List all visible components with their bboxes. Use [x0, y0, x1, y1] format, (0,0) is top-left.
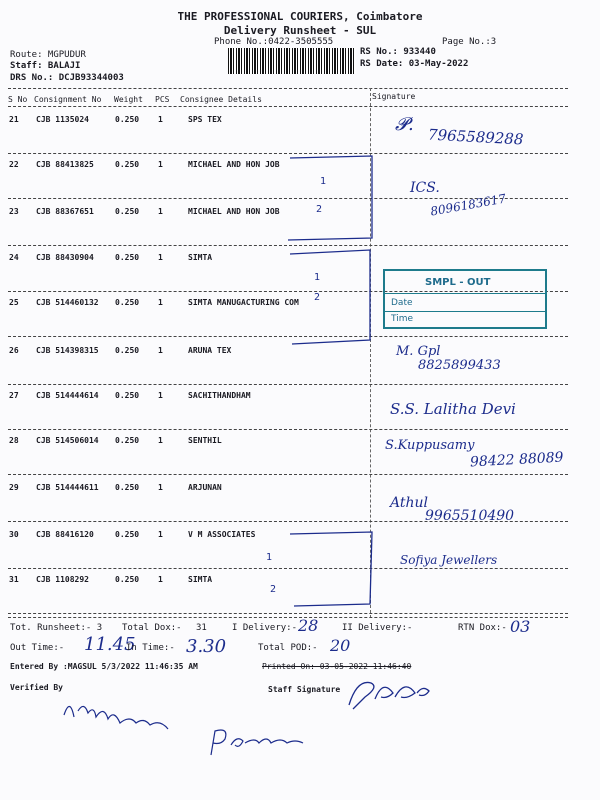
- row-sno: 23: [9, 207, 19, 216]
- row-pcs: 1: [158, 483, 163, 492]
- row-sno: 29: [9, 483, 19, 492]
- i-delivery-value: 28: [298, 616, 319, 635]
- signature-scribble: ICS.: [410, 180, 440, 196]
- signature-phone-23: 8096183617: [429, 191, 507, 219]
- row-sno: 26: [9, 346, 19, 355]
- divider: [8, 88, 568, 89]
- svg-text:1: 1: [320, 176, 327, 187]
- col-pcs: PCS: [155, 95, 170, 104]
- svg-text:2: 2: [270, 584, 277, 595]
- drs-number: DRS No.: DCJB93344003: [10, 73, 124, 83]
- signature-scribble: 𝓟.: [395, 114, 414, 135]
- row-consignment-no: CJB 514444614: [36, 391, 99, 400]
- total-dox-label: Total Dox:-: [122, 623, 182, 633]
- rs-date: RS Date: 03-May-2022: [360, 59, 469, 69]
- company-name: THE PROFESSIONAL COURIERS, Coimbatore: [177, 10, 423, 23]
- row-pcs: 1: [158, 346, 163, 355]
- divider: [8, 617, 568, 618]
- col-consignment: Consignment No: [34, 95, 102, 104]
- row-consignment-no: CJB 88413825: [36, 160, 94, 169]
- row-consignment-no: CJB 514460132: [36, 298, 99, 307]
- row-consignment-no: CJB 514444611: [36, 483, 99, 492]
- row-weight: 0.250: [115, 207, 140, 216]
- ii-delivery-label: II Delivery:-: [342, 623, 413, 633]
- row-sno: 27: [9, 391, 19, 400]
- rtn-dox-value: 03: [510, 617, 531, 636]
- row-sno: 31: [9, 575, 19, 584]
- signature-scribble: S.Kuppusamy: [385, 438, 475, 453]
- row-weight: 0.250: [115, 436, 140, 445]
- svg-text:2: 2: [316, 204, 323, 215]
- row-consignee: ARJUNAN: [188, 483, 222, 492]
- tot-runsheet: Tot. Runsheet:- 3: [10, 623, 103, 633]
- svg-text:2: 2: [314, 292, 321, 303]
- signature-scribble: Athul: [390, 495, 429, 511]
- rtn-dox-label: RTN Dox:-: [458, 623, 507, 633]
- row-pcs: 1: [158, 575, 163, 584]
- total-pod-value: 20: [330, 636, 351, 655]
- signature-scribble: Sofiya Jewellers: [400, 553, 498, 567]
- staff-signature: [345, 675, 445, 715]
- row-sno: 25: [9, 298, 19, 307]
- staff-name: Staff: BALAJI: [10, 61, 81, 71]
- divider: [8, 106, 568, 107]
- row-consignee: SENTHIL: [188, 436, 222, 445]
- signature-scribble: M. Gpl: [396, 344, 441, 359]
- row-consignment-no: CJB 88430904: [36, 253, 94, 262]
- row-consignee: SIMTA MANUGACTURING COM: [188, 298, 299, 307]
- col-consignee: Consignee Details: [180, 95, 262, 104]
- staff-signature-label: Staff Signature: [268, 685, 341, 694]
- row-pcs: 1: [158, 391, 163, 400]
- signature-phone-28: 98422 88089: [469, 449, 564, 471]
- barcode: [228, 48, 356, 74]
- row-weight: 0.250: [115, 483, 140, 492]
- row-consignee: SPS TEX: [188, 115, 222, 124]
- additional-signature: [205, 725, 315, 760]
- row-pcs: 1: [158, 207, 163, 216]
- signature-name-27: S.S. Lalitha Devi: [390, 400, 516, 418]
- total-pod-label: Total POD:-: [258, 643, 318, 653]
- row-weight: 0.250: [115, 115, 140, 124]
- total-dox-value: 31: [196, 623, 207, 633]
- row-consignee: V M ASSOCIATES: [188, 530, 256, 539]
- row-weight: 0.250: [115, 530, 140, 539]
- rs-number: RS No.: 933440: [360, 47, 436, 57]
- row-weight: 0.250: [115, 298, 140, 307]
- entered-by: Entered By :MAGSUL 5/3/2022 11:46:35 AM: [10, 662, 198, 671]
- row-consignee: ARUNA TEX: [188, 346, 232, 355]
- row-weight: 0.250: [115, 575, 140, 584]
- row-pcs: 1: [158, 160, 163, 169]
- stamp-date-label: Date: [391, 298, 413, 308]
- in-time-value: 3.30: [186, 636, 227, 657]
- row-pcs: 1: [158, 253, 163, 262]
- i-delivery-label: I Delivery:-: [232, 623, 298, 633]
- signature-phone-26: 8825899433: [418, 358, 501, 373]
- smpl-out-stamp: [383, 269, 547, 329]
- row-pcs: 1: [158, 530, 163, 539]
- handwritten-brackets: [266, 150, 380, 620]
- row-consignment-no: CJB 88416120: [36, 530, 94, 539]
- row-pcs: 1: [158, 115, 163, 124]
- row-pcs: 1: [158, 436, 163, 445]
- row-consignee: MICHAEL AND HON JOB: [188, 207, 280, 216]
- row-consignee: MICHAEL AND HON JOB: [188, 160, 280, 169]
- stamp-time-label: Time: [391, 314, 414, 324]
- row-consignment-no: CJB 514506014: [36, 436, 99, 445]
- row-sno: 28: [9, 436, 19, 445]
- row-weight: 0.250: [115, 346, 140, 355]
- stamp-title: SMPL - OUT: [425, 277, 491, 288]
- svg-text:1: 1: [314, 272, 321, 283]
- signature-phone-29: 9965510490: [425, 508, 515, 524]
- route: Route: MGPUDUR: [10, 50, 86, 60]
- row-consignment-no: CJB 514398315: [36, 346, 99, 355]
- signature-phone-21: 7965589288: [427, 125, 524, 149]
- verified-by-label: Verified By: [10, 683, 63, 692]
- row-sno: 22: [9, 160, 19, 169]
- col-weight: Weight: [114, 95, 143, 104]
- svg-text:1: 1: [266, 552, 273, 563]
- phone-number: Phone No.:0422-3505555: [214, 37, 334, 47]
- row-weight: 0.250: [115, 253, 140, 262]
- row-weight: 0.250: [115, 391, 140, 400]
- row-consignee: SIMTA: [188, 575, 213, 584]
- row-consignment-no: CJB 1135024: [36, 115, 89, 124]
- row-consignment-no: CJB 88367651: [36, 207, 94, 216]
- row-sno: 21: [9, 115, 19, 124]
- row-consignee: SIMTA: [188, 253, 213, 262]
- in-time-label: In Time:-: [126, 643, 175, 653]
- out-time-value: 11.45: [84, 634, 136, 655]
- printed-on: Printed On: 03-05-2022 11:46:40: [262, 662, 412, 671]
- row-sno: 30: [9, 530, 19, 539]
- verifier-signature: [60, 695, 190, 725]
- row-pcs: 1: [158, 298, 163, 307]
- row-consignment-no: CJB 1108292: [36, 575, 89, 584]
- row-consignee: SACHITHANDHAM: [188, 391, 251, 400]
- sheet-title: Delivery Runsheet - SUL: [223, 24, 377, 37]
- row-sno: 24: [9, 253, 19, 262]
- col-sno: S No: [8, 95, 28, 104]
- out-time-label: Out Time:-: [10, 643, 65, 653]
- col-signature: Signature: [372, 92, 416, 101]
- row-weight: 0.250: [115, 160, 140, 169]
- page-number: Page No.:3: [442, 37, 497, 47]
